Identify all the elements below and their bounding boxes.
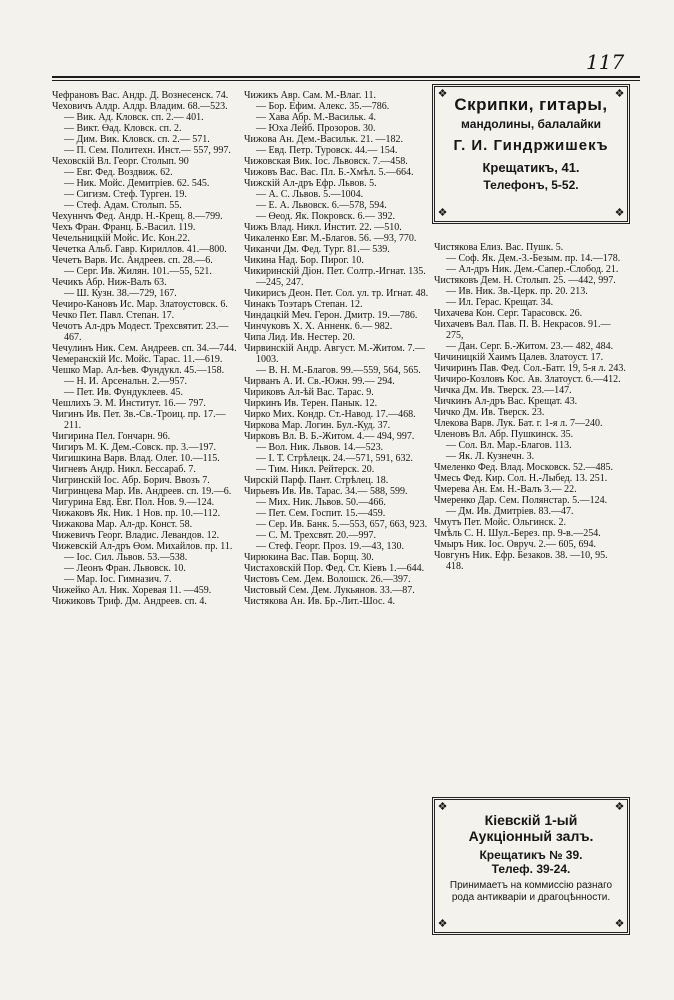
directory-entry: — С. М. Трехсвят. 20.—997.: [256, 530, 377, 541]
directory-entry: Чижовъ Вас. Вас. Пл. Б.-Хмѣл. 5.—664.: [244, 167, 414, 178]
directory-entry: Чигинъ Ив. Пет. Зв.-Св.-Троиц. пр. 17.—211.: [52, 409, 226, 431]
directory-entry: Чичко Дм. Ив. Тверск. 23.: [434, 407, 545, 418]
directory-entry: — Юха Лейб. Прозоров. 30.: [256, 123, 376, 134]
directory-entry: — Стеф. Георг. Проз. 19.—43, 130.: [256, 541, 405, 552]
directory-entry: Чирвинскій Андр. Август. М.-Житом. 7.—1003.: [244, 343, 425, 365]
directory-entry: Чечельницкій Мойс. Ис. Кон.22.: [52, 233, 190, 244]
directory-entry: Чижикъ Авр. Сам. М.-Влаг. 11.: [244, 90, 376, 101]
ad-phone: Телефонъ, 5-52.: [483, 178, 579, 192]
directory-entry: Чигринскій Іос. Абр. Борич. Ввозъ 7.: [52, 475, 210, 486]
directory-entry: Чихачева Кон. Серг. Тарасовск. 26.: [434, 308, 583, 319]
directory-entry: — Сер. Ив. Банк. 5.—553, 657, 663, 923.: [256, 519, 428, 530]
directory-entry: Човгунъ Ник. Ефр. Безаков. 38. —10, 95. 418.: [434, 550, 608, 572]
directory-entry: Чешко Мар. Ал-ѣев. Фундукл. 45.—158.: [52, 365, 225, 376]
directory-entry: Чижъ Влад. Никл. Инстит. 22. —510.: [244, 222, 402, 233]
header-rule: [52, 76, 640, 81]
directory-entry: — Викт. Өад. Кловск. сп. 2.: [64, 123, 182, 134]
directory-entry: — Сол. Вл. Мар.-Благов. 113.: [446, 440, 572, 451]
directory-entry: — Дм. Ив. Дмитріев. 83.—47.: [446, 506, 574, 517]
directory-entry: Чижиковъ Триф. Дм. Андреев. сп. 4.: [52, 596, 207, 607]
directory-entry: Чичиро-Козловъ Кос. Ав. Златоуст. 6.—412.: [434, 374, 621, 385]
directory-entry: — Ив. Ник. Зв.-Церк. пр. 20. 213.: [446, 286, 588, 297]
directory-entry: Чирюкина Вас. Пав. Борщ. 30.: [244, 552, 374, 563]
directory-entry: — І. Т. Стрѣлецк. 24.—571, 591, 632.: [256, 453, 414, 464]
directory-entry: — Серг. Ив. Жилян. 101.—55, 521.: [64, 266, 212, 277]
directory-entry: — П. Сем. Политехн. Инст.— 557, 997.: [64, 145, 231, 156]
directory-entry: Чехъ Фран. Франц. Б.-Васил. 119.: [52, 222, 196, 233]
directory-entry: Чемеранскій Ис. Мойс. Тарас. 11.—619.: [52, 354, 223, 365]
directory-entry: Чигринцева Мар. Ив. Андреев. сп. 19.—6.: [52, 486, 232, 497]
corner-ornament-icon: ❖: [437, 918, 448, 930]
directory-entry: — Вол. Ник. Львов. 14.—523.: [256, 442, 384, 453]
directory-entry: Чистовый Сем. Дем. Лукьянов. 33.—87.: [244, 585, 415, 596]
directory-entry: Чешлихъ Э. М. Институт. 16.— 797.: [52, 398, 206, 409]
directory-entry: Чеховичъ Алдр. Алдр. Владим. 68.—523.: [52, 101, 228, 112]
directory-entry: Чирковъ Вл. В. Б.-Житом. 4.— 494, 997.: [244, 431, 415, 442]
directory-entry: Чипа Лид. Ив. Нестер. 20.: [244, 332, 355, 343]
ad-address: Крещатикъ, 41.: [482, 160, 580, 175]
directory-entry: Чирванъ А. И. Св.-Южн. 99.— 294.: [244, 376, 395, 387]
column-1: [52, 90, 242, 607]
directory-entry: Чистякова Елиз. Вас. Пушк. 5.: [434, 242, 564, 253]
directory-entry: — Е. А. Львовск. 6.—578, 594.: [256, 200, 387, 211]
directory-entry: Чиндацкій Меч. Герон. Дмитр. 19.—786.: [244, 310, 418, 321]
directory-entry: Чехуннчъ Фед. Андр. Н.-Крещ. 8.—799.: [52, 211, 223, 222]
corner-ornament-icon: ❖: [437, 207, 448, 219]
directory-entry: Чикирисъ Деон. Пет. Сол. ул. тр. Игнат. 48.: [244, 288, 429, 299]
directory-entry: Чечотъ Ал-дръ Модест. Трехсвятит. 23.—467.: [52, 321, 229, 343]
directory-entry: Чигиръ М. К. Дем.-Совск. пр. 3.—197.: [52, 442, 217, 453]
directory-entry: — Вик. Ад. Кловск. сп. 2.— 401.: [64, 112, 204, 123]
directory-entry: — Пет. Ив. Фундуклеев. 45.: [64, 387, 184, 398]
directory-entry: Чечиро-Кановъ Ис. Мар. Златоустовск. 6.: [52, 299, 228, 310]
advertisement-auction: [432, 797, 630, 935]
directory-entry: — Мих. Ник. Львов. 50.—466.: [256, 497, 386, 508]
directory-entry: Члекова Варв. Лук. Бат. г. 1-я л. 7—240.: [434, 418, 603, 429]
directory-entry: — Ил. Герас. Крещат. 34.: [446, 297, 554, 308]
directory-entry: Чичкинъ Ал-дръ Вас. Крещат. 43.: [434, 396, 578, 407]
directory-entry: — Евг. Фед. Воздвиж. 62.: [64, 167, 173, 178]
directory-entry: — Дан. Серг. Б.-Житом. 23.— 482, 484.: [446, 341, 614, 352]
directory-entry: Чижовская Вик. Іос. Львовск. 7.—458.: [244, 156, 408, 167]
directory-entry: Чмѣль С. Н. Шул.-Берез. пр. 9-в.—254.: [434, 528, 601, 539]
page-number: 117: [586, 50, 625, 74]
directory-entry: — Іос. Сил. Львов. 53.—538.: [64, 552, 188, 563]
directory-entry: Чихачевъ Вал. Пав. П. В. Некрасов. 91.—275,: [434, 319, 611, 341]
directory-entry: Чижевскій Ал-дръ Өом. Михайлов. пр. 11.: [52, 541, 233, 552]
directory-entry: Чистякова Ан. Ив. Бр.-Лит.-Шос. 4.: [244, 596, 395, 607]
directory-entry: — Соф. Як. Дем.-3.-Безым. пр. 14.—178.: [446, 253, 621, 264]
corner-ornament-icon: ❖: [614, 207, 625, 219]
directory-entry: Чижаковъ Як. Ник. 1 Нов. пр. 10.—112.: [52, 508, 221, 519]
directory-entry: Чмеренко Дар. Сем. Полянстар. 5.—124.: [434, 495, 608, 506]
directory-entry: — Өеод. Як. Покровск. 6.— 392.: [256, 211, 396, 222]
directory-entry: Чикиринскій Діон. Пет. Солтр.-Игнат. 135.—245, 247.: [244, 266, 426, 288]
directory-entry: Чирскій Парф. Пант. Стрѣлец. 18.: [244, 475, 389, 486]
directory-entry: — Ш. Кузн. 38.—729, 167.: [64, 288, 177, 299]
directory-entry: — Сигизм. Стеф. Турген. 19.: [64, 189, 187, 200]
directory-entry: Чечулинъ Ник. Сем. Андреев. сп. 34.—744.: [52, 343, 237, 354]
directory-entry: Чмутъ Пет. Мойс. Ольгинск. 2.: [434, 517, 566, 528]
corner-ornament-icon: ❖: [614, 801, 625, 813]
directory-entry: Чирьевъ Ив. Ив. Тарас. 34.— 588, 599.: [244, 486, 408, 497]
directory-entry: Чинакъ Тоэтаръ Степан. 12.: [244, 299, 363, 310]
directory-entry: — В. Н. М.-Благов. 99.—559, 564, 565.: [256, 365, 421, 376]
directory-entry: Чикина Над. Бор. Пирог. 10.: [244, 255, 364, 266]
directory-entry: Чмыръ Ник. Іос. Овруч. 2.— 605, 694.: [434, 539, 597, 550]
directory-entry: Чечетка Альб. Гавр. Кириллов. 41.—800.: [52, 244, 227, 255]
directory-entry: Чефрановъ Вас. Андр. Д. Вознесенск. 74.: [52, 90, 229, 101]
directory-entry: — Тим. Никл. Рейтерск. 20.: [256, 464, 375, 475]
directory-entry: — Мар. Іос. Гимназич. 7.: [64, 574, 172, 585]
directory-entry: Чичка Дм. Ив. Тверск. 23.—147.: [434, 385, 572, 396]
directory-entry: — Леонъ Фран. Львовск. 10.: [64, 563, 186, 574]
directory-entry: Чижскій Ал-дръ Ефр. Львов. 5.: [244, 178, 377, 189]
directory-entry: Чистаховскій Пор. Фед. Ст. Кіевъ 1.—644.: [244, 563, 425, 574]
directory-entry: Чиркинъ Ив. Терен. Панык. 12.: [244, 398, 378, 409]
corner-ornament-icon: ❖: [614, 918, 625, 930]
directory-entry: Чеховскій Вл. Георг. Столып. 90: [52, 156, 189, 167]
column-3: [434, 242, 626, 572]
directory-entry: Чижейко Ал. Ник. Хоревая 11. —459.: [52, 585, 212, 596]
ad-subline: Аукціонный залъ.: [468, 828, 594, 844]
directory-entry: — Дим. Вик. Кловск. сп. 2.— 571.: [64, 134, 210, 145]
ad-address: Крещатикъ № 39.: [479, 848, 583, 862]
ad-headline: Скрипки, гитары,: [454, 95, 608, 114]
directory-entry: — Ал-дръ Ник. Дем.-Сапер.-Слобод. 21.: [446, 264, 619, 275]
directory-entry: — Хава Абр. М.-Васильк. 4.: [256, 112, 377, 123]
ad-merchant-name: Г. И. Гиндржишекъ: [453, 137, 609, 154]
directory-entry: Чигишкина Варв. Влад. Олег. 10.—115.: [52, 453, 220, 464]
directory-entry: Чиканчи Дм. Фед. Тург. 81.— 539.: [244, 244, 390, 255]
directory-entry: Чистяковъ Дем. Н. Столып. 25. —442, 997.: [434, 275, 616, 286]
directory-entry: Чечко Пет. Павл. Степан. 17.: [52, 310, 175, 321]
advertisement-instruments: [432, 84, 630, 224]
directory-entry: Чиркова Мар. Логин. Бул.-Куд. 37.: [244, 420, 391, 431]
directory-entry: Чирко Мих. Кондр. Ст.-Навод. 17.—468.: [244, 409, 416, 420]
directory-entry: Чигневъ Андр. Никл. Бессараб. 7.: [52, 464, 196, 475]
directory-entry: — А. С. Львов. 5.—1004.: [256, 189, 364, 200]
column-2: [244, 90, 430, 607]
directory-entry: Чичиринъ Пав. Фед. Сол.-Батг. 19, 5-я л. 243.: [434, 363, 626, 374]
directory-entry: Чмерева Ан. Ем. Н.-Валъ 3.— 22.: [434, 484, 577, 495]
corner-ornament-icon: ❖: [437, 801, 448, 813]
directory-entry: — Стеф. Адам. Столып. 55.: [64, 200, 182, 211]
directory-entry: Чикаленко Евг. М.-Благов. 56. —93, 770.: [244, 233, 417, 244]
directory-entry: Чичиницкій Хаимъ Цалев. Златоуст. 17.: [434, 352, 604, 363]
directory-entry: Чмесь Фед. Кир. Сол. Н.-Лыбед. 13. 251.: [434, 473, 608, 484]
directory-entry: Чинчуковъ Х. Х. Анненк. 6.— 982.: [244, 321, 393, 332]
directory-entry: Чмеленко Фед. Влад. Московск. 52.—485.: [434, 462, 614, 473]
ad-headline: Кіевскій 1-ый: [484, 812, 578, 828]
directory-entry: — Пет. Сем. Госпит. 15.—459.: [256, 508, 386, 519]
directory-entry: Чистовъ Сем. Дем. Волошск. 26.—397.: [244, 574, 411, 585]
directory-entry: Чижевичъ Георг. Владис. Левандов. 12.: [52, 530, 220, 541]
directory-entry: Чечетъ Варв. Ис. Андреев. сп. 28.—6.: [52, 255, 213, 266]
directory-entry: — Як. Л. Кузнечн. 3.: [446, 451, 535, 462]
directory-entry: Чириковъ Ал-ѣй Вас. Тарас. 9.: [244, 387, 374, 398]
directory-entry: — Ник. Мойс. Демитріев. 62. 545.: [64, 178, 210, 189]
directory-entry: Чижова Ан. Дем.-Васильк. 21. —182.: [244, 134, 403, 145]
corner-ornament-icon: ❖: [437, 88, 448, 100]
directory-entry: Чигурина Евд. Евг. Пол. Нов. 9.—124.: [52, 497, 215, 508]
ad-subline: мандолины, балалайки: [461, 117, 601, 131]
directory-entry: — Н. И. Арсенальн. 2.—957.: [64, 376, 187, 387]
directory-entry: Чечикъ Абр. Ниж-Валъ 63.: [52, 277, 167, 288]
directory-entry: Членовъ Вл. Абр. Пушкинск. 35.: [434, 429, 574, 440]
directory-entry: Чигирина Пел. Гончарн. 96.: [52, 431, 171, 442]
directory-entry: Чижакова Мар. Ал-др. Конст. 58.: [52, 519, 193, 530]
directory-entry: — Евд. Петр. Туровск. 44.— 154.: [256, 145, 398, 156]
ad-phone: Телеф. 39-24.: [491, 862, 571, 876]
directory-entry: — Бор. Ефим. Алекс. 35.—786.: [256, 101, 390, 112]
ad-description: Принимаетъ на коммиссію разнаго рода антикваріи и драгоцѣнности.: [449, 880, 613, 903]
corner-ornament-icon: ❖: [614, 88, 625, 100]
